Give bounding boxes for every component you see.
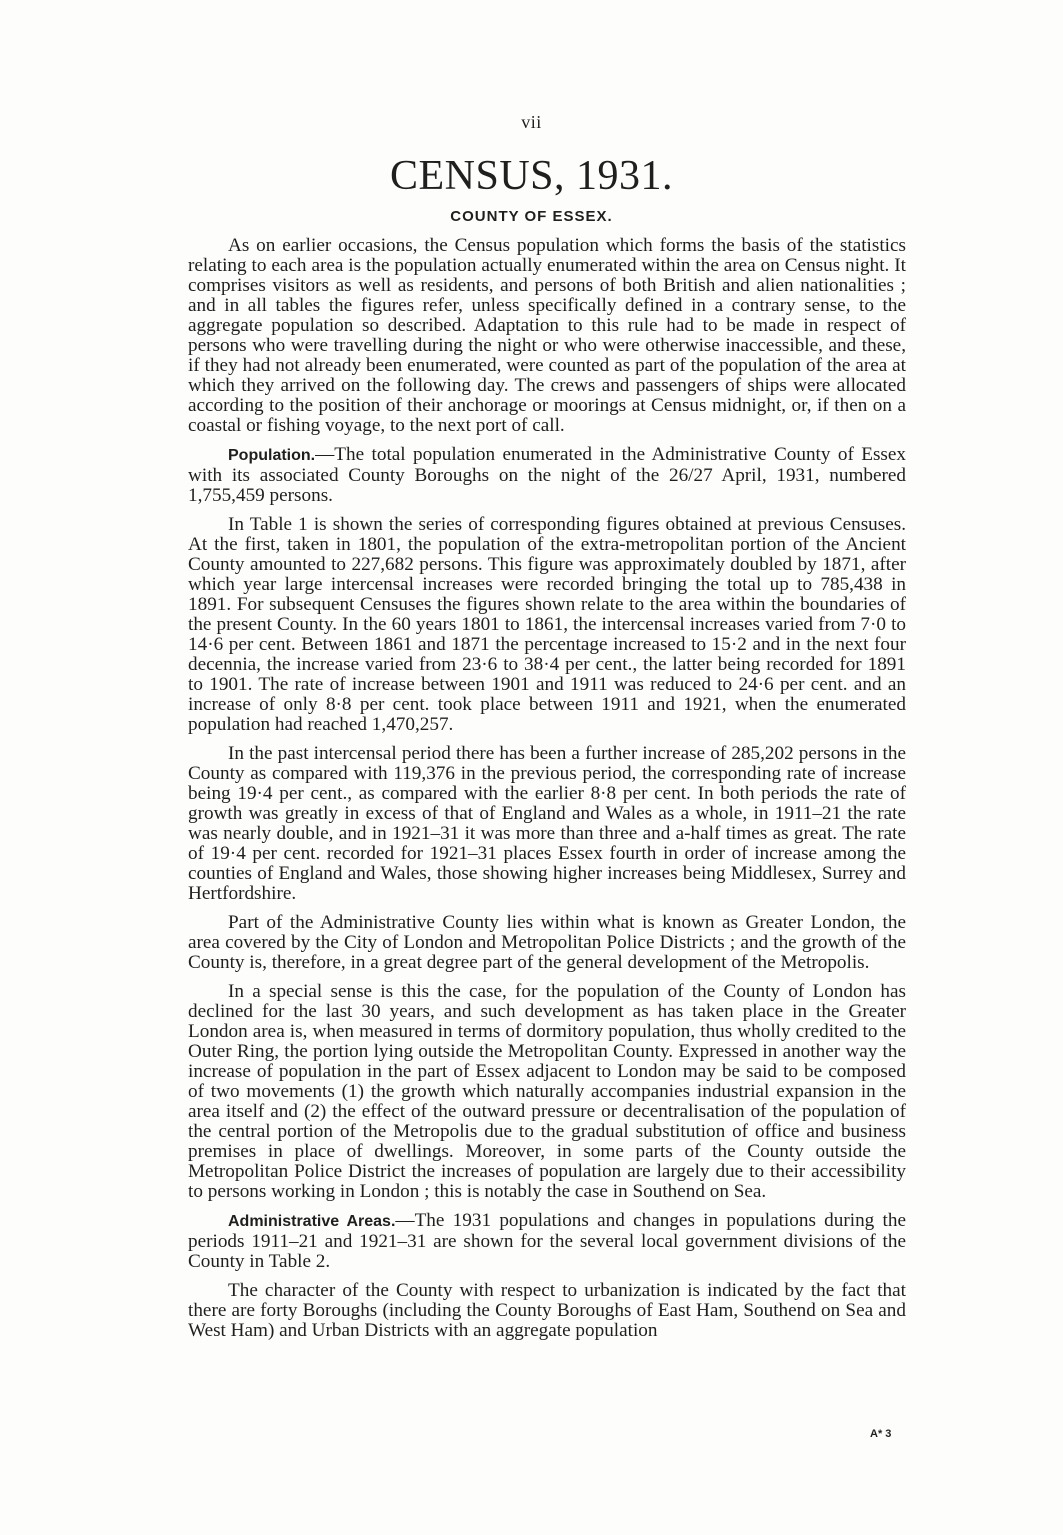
paragraph-table-1-history xyxy=(188,515,906,735)
paragraph-text: —The 1931 populations and changes in populations during the periods 1911–21 and 1921–31 are shown for the several local government divisions of the County in Table 2. xyxy=(188,1210,906,1272)
paragraph-text: In a special sense is this the case, for the population of the County of London has declined for the last 30 years, and such development as has taken place in the Greater London area is, when measured in terms of dormitory population, thus wholly credited to the Outer Ring, the portion lying outside the Metropolitan County. Expressed in another way the increase of population in the part of Essex adjacent to London may be said to be composed of two movements (1) the growth which naturally accompanies industrial expansion in the area itself and (2) the effect of the outward pressure or decentralisation of the population of the central portion of the Metropolis due to the gradual substitution of office and business premises in place of dwellings. Moreover, in some parts of the County outside the Metropolitan Police District the increases of population are largely due to their accessibility to persons working in London ; this is notably the case in Southend on Sea. xyxy=(188,981,906,1202)
section-heading-population: Population. xyxy=(228,447,316,464)
paragraph-metropolitan-growth xyxy=(188,982,906,1202)
page-title: CENSUS, 1931. xyxy=(389,153,674,199)
paragraph-text: The character of the County with respect to urbanization is indicated by the fact that there are forty Boroughs (including the County Boroughs of East Ham, Southend on Sea and West Ham) and Urban Districts with an aggregate population xyxy=(188,1280,906,1341)
paragraph-population xyxy=(188,445,906,506)
paragraph-greater-london xyxy=(188,913,906,973)
printer-signature-mark: A* 3 xyxy=(870,1428,892,1440)
paragraph-text: Part of the Administrative County lies within what is known as Greater London, the area covered by the City of London and Metropolitan Police Districts ; and the growth of the County is, therefore, in a great degree part of the general development of the Metropolis. xyxy=(188,912,906,973)
page-subtitle: COUNTY OF ESSEX. xyxy=(450,208,613,225)
body-text xyxy=(188,236,906,1350)
paragraph-text: In the past intercensal period there has been a further increase of 285,202 persons in the County as compared with 119,376 in the previous period, the corresponding rate of increase being 19·4 per cent., as compared with the earlier 8·8 per cent. In both periods the rate of growth was greatly in excess of that of England and Wales as a whole, in 1911–21 the rate was nearly double, and in 1921–31 it was more than three and a-half times as great. The rate of 19·4 per cent. recorded for 1921–31 places Essex fourth in order of increase among the counties of England and Wales, those showing higher increases being Middlesex, Surrey and Hertfordshire. xyxy=(188,743,906,904)
paragraph-intercensal-increase xyxy=(188,744,906,904)
section-heading-administrative-areas: Administrative Areas. xyxy=(228,1213,396,1230)
paragraph-urbanization xyxy=(188,1281,906,1341)
paragraph-administrative-areas xyxy=(188,1211,906,1272)
page-number: vii xyxy=(521,112,542,132)
paragraph-text: As on earlier occasions, the Census population which forms the basis of the statistics relating to each area is the population actually enumerated within the area on Census night. It comprises visitors as well as residents, and persons of both British and alien nationalities ; and in all tables the figures refer, unless specifically defined in a contrary sense, to the aggregate population so described. Adaptation to this rule had to be made in respect of persons who were travelling during the night or who were otherwise inaccessible, and these, if they had not already been enumerated, were counted as part of the population of the area at which they arrived on the following day. The crews and passengers of ships were allocated according to the position of their anchorage or moorings at Census midnight, or, if then on a coastal or fishing voyage, to the next port of call. xyxy=(188,235,906,436)
paragraph-enumeration-basis xyxy=(188,236,906,436)
paragraph-text: —The total population enumerated in the Administrative County of Essex with its associated County Boroughs on the night of the 26/27 April, 1931, numbered 1,755,459 persons. xyxy=(188,444,906,506)
paragraph-text: In Table 1 is shown the series of corresponding figures obtained at previous Censuses. At the first, taken in 1801, the population of the extra-metropolitan portion of the Ancient County amounted to 227,682 persons. This figure was approximately doubled by 1871, after which year large intercensal increases were recorded bringing the total up to 785,438 in 1891. For subsequent Censuses the figures shown relate to the area within the boundaries of the present County. In the 60 years 1801 to 1861, the intercensal increases varied from 7·0 to 14·6 per cent. Between 1861 and 1871 the percentage increased to 15·2 and in the next four decennia, the increase varied from 23·6 to 38·4 per cent., the latter being recorded for 1891 to 1901. The rate of increase between 1901 and 1911 was reduced to 24·6 per cent. and an increase of only 8·8 per cent. took place between 1911 and 1921, when the enumerated population had reached 1,470,257. xyxy=(188,514,906,735)
